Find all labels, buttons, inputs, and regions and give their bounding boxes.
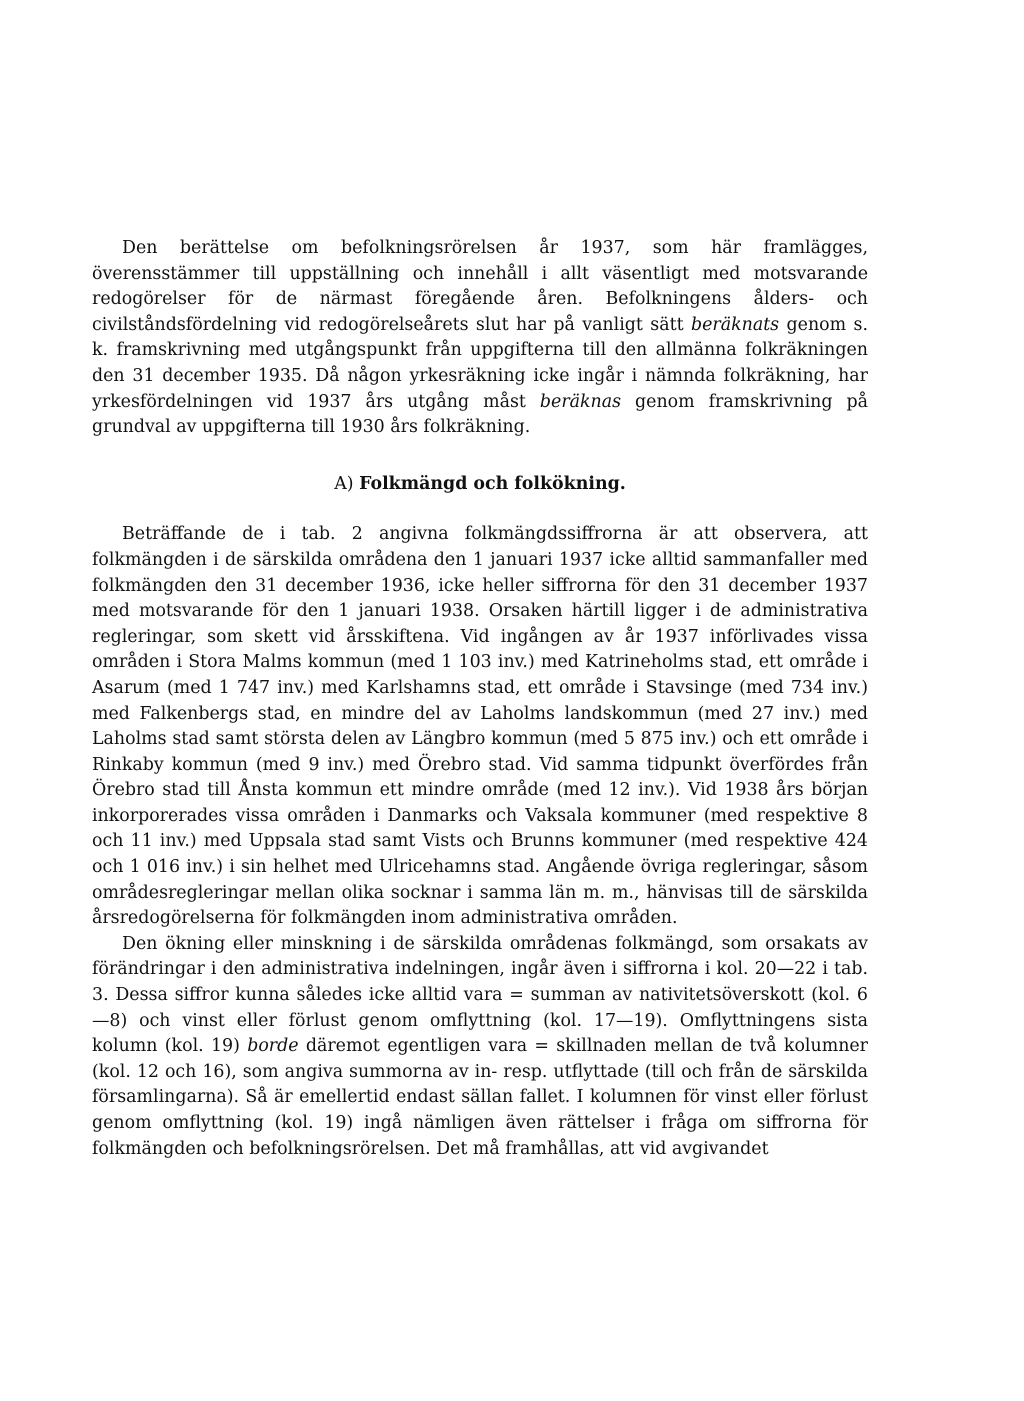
- page-body: [92, 236, 868, 1162]
- intro-emphasis-1: beräknats: [690, 314, 780, 335]
- section-heading-letter: A): [334, 473, 354, 494]
- paragraph-administrative-changes: Beträffande de i tab. 2 angivna folkmängdssiffrorna är att observera, att folkmängden i de särskilda områdena den 1 januari 1937 icke alltid sammanfaller med folkmängden den 31 december 1936, icke heller siffrorna för den 31 december 1937 med motsvarande för den 1 januari 1938. Orsaken härtill ligger i de administrativa regleringar, som skett vid årsskiftena. Vid ingången av år 1937 införlivades vissa områden i Stora Malms kommun (med 1 103 inv.) med Katrineholms stad, ett område i Asarum (med 1 747 inv.) med Karlshamns stad, ett område i Stavsinge (med 734 inv.) med Falkenbergs stad, en mindre del av Laholms landskommun (med 27 inv.) med Laholms stad samt största delen av Längbro kommun (med 5 875 inv.) och ett område i Rinkaby kommun (med 9 inv.) med Örebro stad. Vid samma tidpunkt överfördes från Örebro stad till Ånsta kommun ett mindre område (med 12 inv.). Vid 1938 års början inkorporerades vissa områden i Danmarks och Vaksala kommuner (med respektive 8 och 11 inv.) med Uppsala stad samt Vists och Brunns kommuner (med respektive 424 och 1 016 inv.) i sin helhet med Ulricehamns stad. Angående övriga regleringar, såsom områdesregleringar mellan olika socknar i samma län m. m., hänvisas till de särskilda årsredogörelserna för folkmängden inom administrativa områden.: [92, 524, 868, 929]
- intro-text-1: Den berättelse om befolkningsrörelsen år 1937, som här framlägges, överensstämmer till uppställning och innehåll i allt väsentligt med motsvarande redogörelser för de närmast föregående åren. Befolkningens ålders- och civilståndsfördelning vid redogörelseårets slut har på vanligt sätt: [92, 238, 868, 335]
- intro-emphasis-2: beräknas: [539, 391, 622, 412]
- section-heading: [92, 472, 868, 498]
- section-heading-text: Folkmängd och folkökning.: [359, 473, 626, 494]
- intro-text-3: genom framskrivning på grundval av uppgifterna till 1930 års folkräkning.: [92, 391, 868, 438]
- para3-emphasis-1: borde: [247, 1036, 299, 1057]
- intro-paragraph: [92, 236, 868, 441]
- para3-text-2: däremot egentligen vara = skillnaden mellan de två kolumner (kol. 12 och 16), som angiva summorna av in- resp. utflyttade (till och från de särskilda församlingarna). Så är emellertid endast sällan fallet. I kolumnen för vinst eller förlust genom omflyttning (kol. 19) ingå nämligen även rättelser i fråga om siffrorna för folkmängden och befolkningsrörelsen. Det må framhållas, att vid avgivandet: [92, 1036, 868, 1159]
- paragraph-population-changes: [92, 932, 868, 1162]
- intro-text-2: genom s. k. framskrivning med utgångspunkt från uppgifterna till den allmänna folkräkningen den 31 december 1935. Då någon yrkesräkning icke ingår i nämnda folkräkning, har yrkesfördelningen vid 1937 års utgång måst: [92, 314, 868, 412]
- para3-text-1: Den ökning eller minskning i de särskilda områdenas folkmängd, som orsakats av förändringar i den administrativa indelningen, ingår även i siffrorna i kol. 20—22 i tab. 3. Dessa siffror kunna således icke alltid vara = summan av nativitetsöverskott (kol. 6—8) och vinst eller förlust genom omflyttning (kol. 17—19). Omflyttningens sista kolumn (kol. 19): [92, 933, 868, 1057]
